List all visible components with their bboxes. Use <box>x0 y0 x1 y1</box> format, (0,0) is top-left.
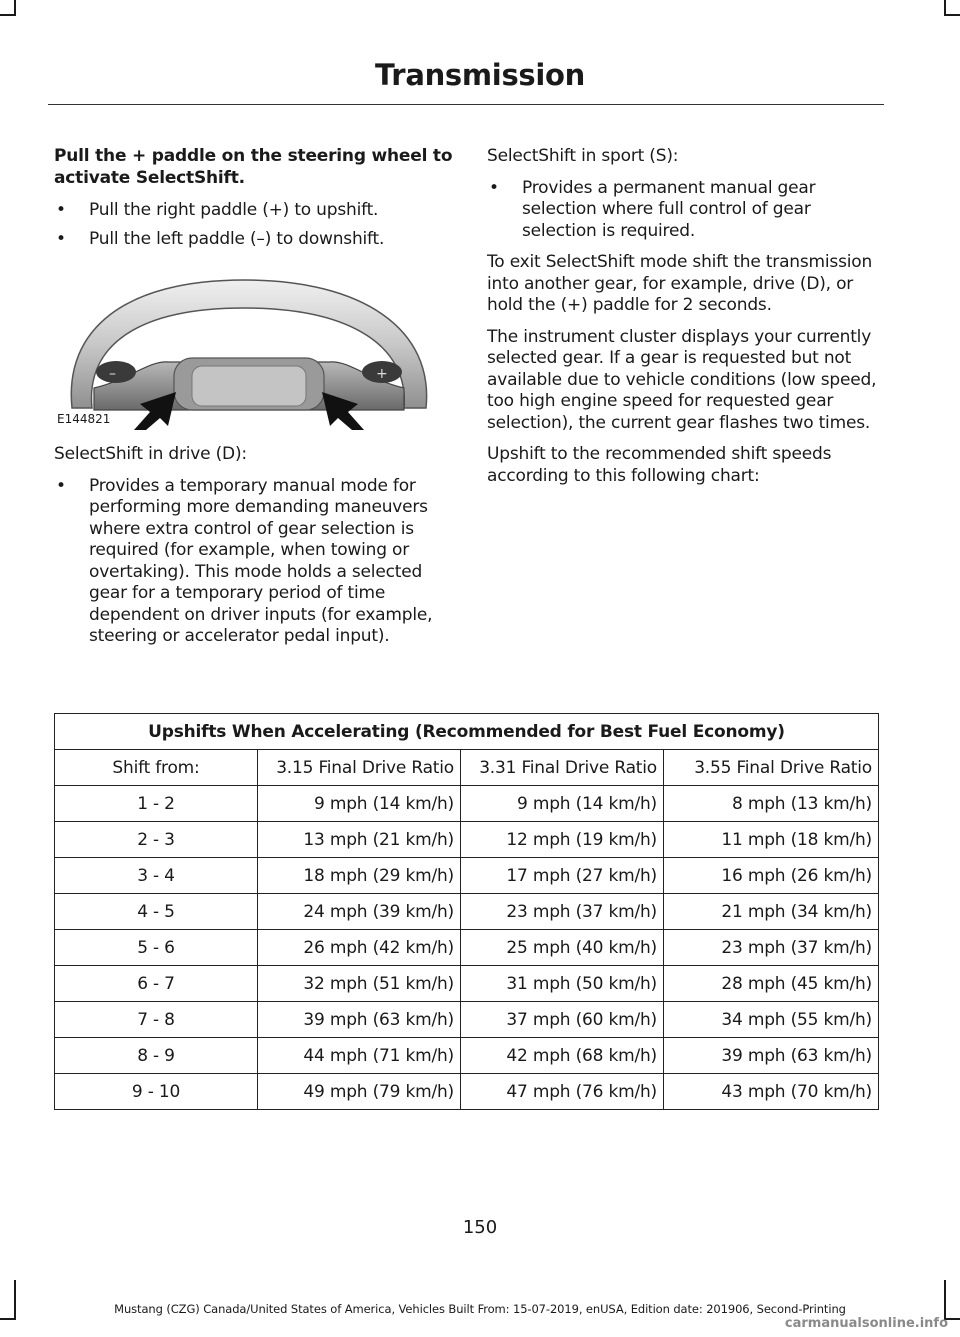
shift-speed-cell: 44 mph (71 km/h) <box>258 1038 461 1074</box>
column-header: 3.31 Final Drive Ratio <box>461 750 664 786</box>
steering-wheel-illustration <box>54 260 444 430</box>
gear-range-cell: 4 - 5 <box>55 894 258 930</box>
shift-speed-cell: 26 mph (42 km/h) <box>258 930 461 966</box>
table-row <box>55 966 879 1002</box>
gear-range-cell: 7 - 8 <box>55 1002 258 1038</box>
shift-speed-cell: 17 mph (27 km/h) <box>461 858 664 894</box>
table-row <box>55 822 879 858</box>
shift-speed-cell: 11 mph (18 km/h) <box>664 822 879 858</box>
table-row <box>55 1038 879 1074</box>
right-column <box>487 146 887 497</box>
title-rule <box>48 104 884 105</box>
shift-speed-cell: 9 mph (14 km/h) <box>258 786 461 822</box>
shift-speed-cell: 25 mph (40 km/h) <box>461 930 664 966</box>
shift-speed-cell: 32 mph (51 km/h) <box>258 966 461 1002</box>
shift-speed-cell: 34 mph (55 km/h) <box>664 1002 879 1038</box>
shift-speed-cell: 47 mph (76 km/h) <box>461 1074 664 1110</box>
exit-paragraph: To exit SelectShift mode shift the transmission into another gear, for example, drive (D), or hold the (+) paddle for 2 seconds. <box>487 252 873 315</box>
sport-list <box>487 178 887 243</box>
page-number: 150 <box>462 1217 498 1238</box>
list-item: • Provides a permanent manual gear selection where full control of gear selection is required. <box>489 177 816 241</box>
table-row <box>55 930 879 966</box>
plus-paddle-label: + <box>376 366 388 382</box>
paddle-list <box>54 200 454 250</box>
gear-range-cell: 9 - 10 <box>55 1074 258 1110</box>
bullet: • <box>56 200 66 220</box>
activate-instruction: Pull the + paddle on the steering wheel to activate SelectShift. <box>54 146 453 188</box>
watermark: carmanualsonline.info <box>784 1316 948 1331</box>
table-header-row <box>55 750 879 786</box>
cluster-paragraph: The instrument cluster displays your currently selected gear. If a gear is requested but not available due to vehicle conditions (low speed, too high engine speed for requested gear selection), the current gear flashes two times. <box>487 326 877 433</box>
gear-range-cell: 1 - 2 <box>55 786 258 822</box>
gear-range-cell: 6 - 7 <box>55 966 258 1002</box>
bullet: • <box>56 228 66 249</box>
minus-paddle-label: – <box>109 366 116 382</box>
upshift-paragraph: Upshift to the recommended shift speeds according to this following chart: <box>487 444 832 486</box>
shift-speed-cell: 16 mph (26 km/h) <box>664 858 879 894</box>
shift-speed-cell: 9 mph (14 km/h) <box>461 786 664 822</box>
shift-speed-cell: 12 mph (19 km/h) <box>461 822 664 858</box>
table-title-row <box>55 714 879 750</box>
list-item: • Pull the left paddle (–) to downshift. <box>56 228 385 249</box>
shift-speed-cell: 21 mph (34 km/h) <box>664 894 879 930</box>
drive-list <box>54 476 454 648</box>
table-row <box>55 1074 879 1110</box>
crop-mark <box>0 1318 16 1320</box>
table-row <box>55 858 879 894</box>
shift-speed-cell: 24 mph (39 km/h) <box>258 894 461 930</box>
gear-range-cell: 5 - 6 <box>55 930 258 966</box>
table-row <box>55 1002 879 1038</box>
crop-mark <box>0 14 16 16</box>
table-title: Upshifts When Accelerating (Recommended for Best Fuel Economy) <box>55 714 879 750</box>
shift-speed-cell: 13 mph (21 km/h) <box>258 822 461 858</box>
gear-range-cell: 2 - 3 <box>55 822 258 858</box>
shift-speed-cell: 23 mph (37 km/h) <box>461 894 664 930</box>
shift-speed-cell: 43 mph (70 km/h) <box>664 1074 879 1110</box>
shift-speed-cell: 31 mph (50 km/h) <box>461 966 664 1002</box>
table-row <box>55 894 879 930</box>
gear-range-cell: 8 - 9 <box>55 1038 258 1074</box>
list-item: • Pull the right paddle (+) to upshift. <box>56 200 379 220</box>
left-column <box>54 146 454 658</box>
section-title: Transmission <box>375 58 585 92</box>
shift-speed-cell: 39 mph (63 km/h) <box>258 1002 461 1038</box>
gear-range-cell: 3 - 4 <box>55 858 258 894</box>
shift-speed-cell: 37 mph (60 km/h) <box>461 1002 664 1038</box>
shift-speed-cell: 28 mph (45 km/h) <box>664 966 879 1002</box>
shift-speed-cell: 42 mph (68 km/h) <box>461 1038 664 1074</box>
shift-speed-cell: 23 mph (37 km/h) <box>664 930 879 966</box>
bullet: • <box>56 475 66 496</box>
table-body <box>55 786 879 1110</box>
footer-text: Mustang (CZG) Canada/United States of America, Vehicles Built From: 15-07-2019, enUSA, Edition date: 201906, Second-Printing <box>114 1302 846 1316</box>
shift-speed-cell: 49 mph (79 km/h) <box>258 1074 461 1110</box>
table-row <box>55 786 879 822</box>
column-header: Shift from: <box>55 750 258 786</box>
shift-speed-cell: 8 mph (13 km/h) <box>664 786 879 822</box>
upshift-table <box>54 713 879 1110</box>
bullet: • <box>489 177 499 198</box>
shift-speed-cell: 18 mph (29 km/h) <box>258 858 461 894</box>
sport-heading: SelectShift in sport (S): <box>487 146 679 166</box>
shift-speed-cell: 39 mph (63 km/h) <box>664 1038 879 1074</box>
column-header: 3.55 Final Drive Ratio <box>664 750 879 786</box>
list-item: • Provides a temporary manual mode for performing more demanding maneuvers where extra control of gear selection is required (for example, when towing or overtaking). This mode holds a selected gear for a temporary period of time dependent on driver inputs (for example, steering or accelerator pedal input). <box>56 475 433 646</box>
crop-mark <box>944 14 960 16</box>
column-header: 3.15 Final Drive Ratio <box>258 750 461 786</box>
drive-heading: SelectShift in drive (D): <box>54 444 247 464</box>
figure-code: E144821 <box>57 412 111 426</box>
steering-wheel-figure <box>54 260 444 430</box>
